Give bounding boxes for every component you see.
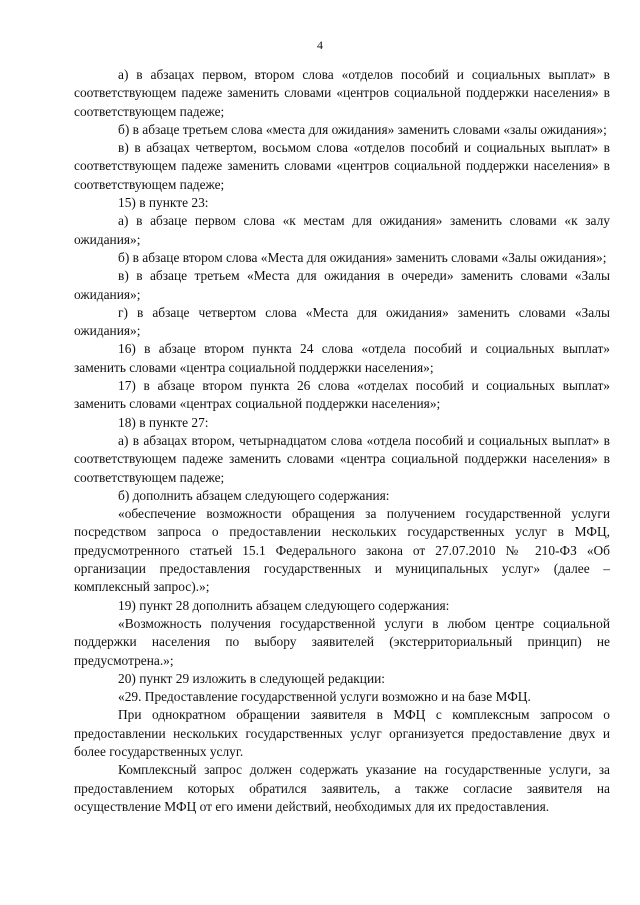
- paragraph: б) в абзаце втором слова «Места для ожидания» заменить словами «Залы ожидания»;: [118, 249, 607, 265]
- paragraph: г) в абзаце четвертом слова «Места для ожидания» заменить словами «Залы ожидания»;: [74, 304, 610, 339]
- paragraph: 20) пункт 29 изложить в следующей редакции:: [118, 670, 386, 686]
- paragraph: 18) в пункте 27:: [118, 414, 209, 430]
- paragraph: «Возможность получения государственной услуги в любом центре социальной поддержки населения по выбору заявителей (экстерриториальный принцип) не предусмотрена.»;: [74, 615, 610, 668]
- paragraph: При однократном обращении заявителя в МФЦ с комплексным запросом о предоставлении нескольких государственных услуг организуется предоставление двух и более государственных услуг.: [74, 707, 610, 759]
- paragraph: 15) в пункте 23:: [118, 195, 209, 211]
- paragraph: «29. Предоставление государственной услуги возможно и на базе МФЦ.: [118, 689, 531, 705]
- paragraph: б) в абзаце третьем слова «места для ожидания» заменить словами «залы ожидания»;: [118, 121, 607, 137]
- paragraph: а) в абзацах первом, втором слова «отделов пособий и социальных выплат» в соответствующем падеже заменить словами «центров социальной поддержки населения» в соответствующем падеже;: [74, 67, 610, 119]
- paragraph: 16) в абзаце втором пункта 24 слова «отдела пособий и социальных выплат» заменить словами «центра социальной поддержки населения»;: [74, 341, 610, 375]
- paragraph: б) дополнить абзацем следующего содержания:: [118, 487, 390, 503]
- paragraph: в) в абзацах четвертом, восьмом слова «отделов пособий и социальных выплат» в соответствующем падеже заменить словами «центров социальной поддержки населения» в соответствующем падеже;: [74, 140, 610, 192]
- paragraph: 19) пункт 28 дополнить абзацем следующего содержания:: [118, 597, 450, 613]
- paragraph: 17) в абзаце втором пункта 26 слова «отделах пособий и социальных выплат» заменить словами «центрах социальной поддержки населения»;: [74, 378, 610, 412]
- paragraph: Комплексный запрос должен содержать указание на государственные услуги, за предоставлением которых обратился заявитель, а также согласие заявителя на осуществление МФЦ от его имени действий, необходимых для их предоставления.: [74, 762, 610, 814]
- paragraph: а) в абзаце первом слова «к местам для ожидания» заменить словами «к залу ожидания»;: [74, 213, 610, 247]
- paragraph: а) в абзацах втором, четырнадцатом слова «отдела пособий и социальных выплат» в соответствующем падеже заменить словами «центра социальной поддержки населения» в соответствующем падеже;: [74, 432, 610, 485]
- document-body: [74, 66, 610, 816]
- paragraph: в) в абзаце третьем «Места для ожидания в очереди» заменить словами «Залы ожидания»;: [74, 268, 610, 302]
- page-number: 4: [317, 38, 323, 52]
- paragraph: «обеспечение возможности обращения за получением государственной услуги посредством запроса о предоставлении нескольких государственных услуг в МФЦ, предусмотренного статьей 15.1 Федерального закона от 27.07.2010 № 210-ФЗ «Об организации предоставления государственных и муниципальных услуг» (далее – комплексный запрос).»;: [74, 506, 610, 595]
